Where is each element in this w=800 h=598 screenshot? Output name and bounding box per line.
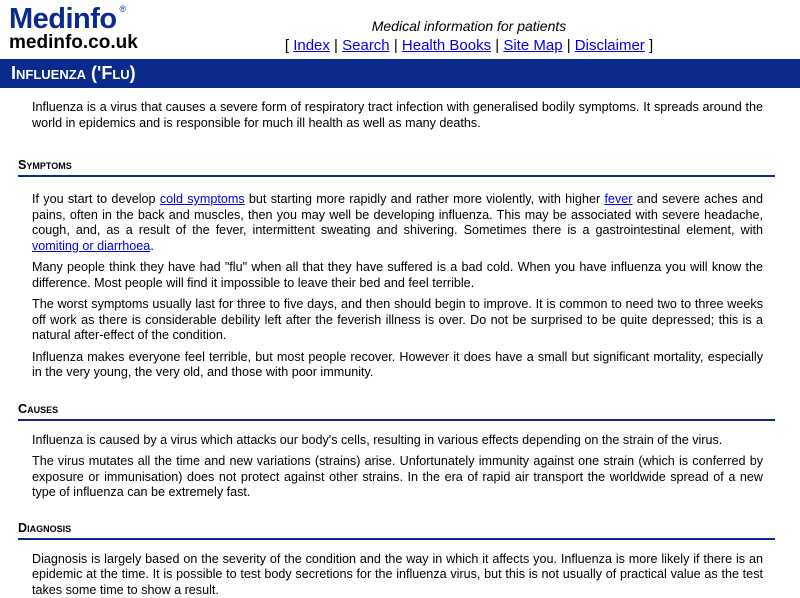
top-nav <box>268 36 670 55</box>
text-segment: . <box>150 239 154 253</box>
medinfo-logo[interactable] <box>9 4 149 53</box>
symptoms-paragraph-4: Influenza makes everyone feel terrible, but most people recover. However it does have a small but significant mortality, especially in the very young, the very old, and those with poor immunity. <box>0 350 800 381</box>
text-segment: If you start to develop <box>32 192 160 206</box>
symptoms-heading: Symptoms <box>18 157 775 177</box>
page-title: Influenza ('Flu) <box>0 59 800 88</box>
diagnosis-heading: Diagnosis <box>18 520 775 540</box>
causes-paragraph-2: The virus mutates all the time and new variations (strains) arise. Unfortunately immunity against one strain (which is conferred by exposure or immunisation) does not protect against other strains. In the era of rapid air transport the worldwide spread of a new type of influenza can be extremely fast. <box>0 454 800 501</box>
logo-domain: medinfo.co.uk <box>9 33 149 53</box>
nav-link-site-map[interactable]: Site Map <box>503 37 562 54</box>
symptoms-paragraph-3: The worst symptoms usually last for three to five days, and then should begin to improve. It is common to need two to three weeks off work as there is considerable debility left after the feverish illness is over. Do not be surprised to be quite depressed; this is a natural after-effect of the condition. <box>0 297 800 344</box>
fever-link[interactable]: fever <box>604 192 632 206</box>
nav-separator: | <box>491 37 503 54</box>
article-content <box>0 88 800 598</box>
intro-paragraph: Influenza is a virus that causes a severe form of respiratory tract infection with generalised bodily symptoms. It spreads around the world in epidemics and is responsible for much ill health as well as many deaths. <box>0 100 800 131</box>
text-segment: and severe aches and pains, often in the back and muscles, then you may well be developing influenza. This may be associated with severe headache, cough, and, as a result of the fever, intermittent sweating and shivering. Sometimes there is a gastrointestinal element, with <box>32 192 763 237</box>
nav-link-health-books[interactable]: Health Books <box>402 37 491 54</box>
nav-link-disclaimer[interactable]: Disclaimer <box>575 37 645 54</box>
nav-separator: | <box>390 37 402 54</box>
nav-separator: | <box>330 37 342 54</box>
tagline: Medical information for patients <box>268 18 670 35</box>
causes-heading: Causes <box>18 401 775 421</box>
nav-bracket-open: [ <box>285 37 293 54</box>
nav-link-search[interactable]: Search <box>342 37 390 54</box>
nav-bracket-close: ] <box>645 37 653 54</box>
logo-wordmark <box>9 4 117 34</box>
nav-separator: | <box>563 37 575 54</box>
text-segment: but starting more rapidly and rather more violently, with higher <box>245 192 605 206</box>
causes-paragraph-1: Influenza is caused by a virus which attacks our body's cells, resulting in various effects depending on the strain of the virus. <box>0 433 800 449</box>
header-info <box>268 18 670 55</box>
nav-link-index[interactable]: Index <box>293 37 330 54</box>
vomiting-diarrhoea-link[interactable]: vomiting or diarrhoea <box>32 239 150 253</box>
symptoms-paragraph-1 <box>0 192 800 254</box>
site-header <box>0 0 800 58</box>
diagnosis-paragraph-1: Diagnosis is largely based on the severity of the condition and the way in which it affects you. Influenza is more likely if there is an epidemic at the time. It is possible to test body secretions for the influenza virus, but this is not usually of practical value as the test takes some time to show a result. <box>0 552 800 598</box>
logo-main-text: Medinfo <box>9 3 117 35</box>
symptoms-paragraph-2: Many people think they have had "flu" when all that they have suffered is a bad cold. When you have influenza you will know the difference. Most people will find it impossible to leave their bed and feel terrible. <box>0 260 800 291</box>
registered-mark: ® <box>120 5 126 14</box>
cold-symptoms-link[interactable]: cold symptoms <box>160 192 245 206</box>
